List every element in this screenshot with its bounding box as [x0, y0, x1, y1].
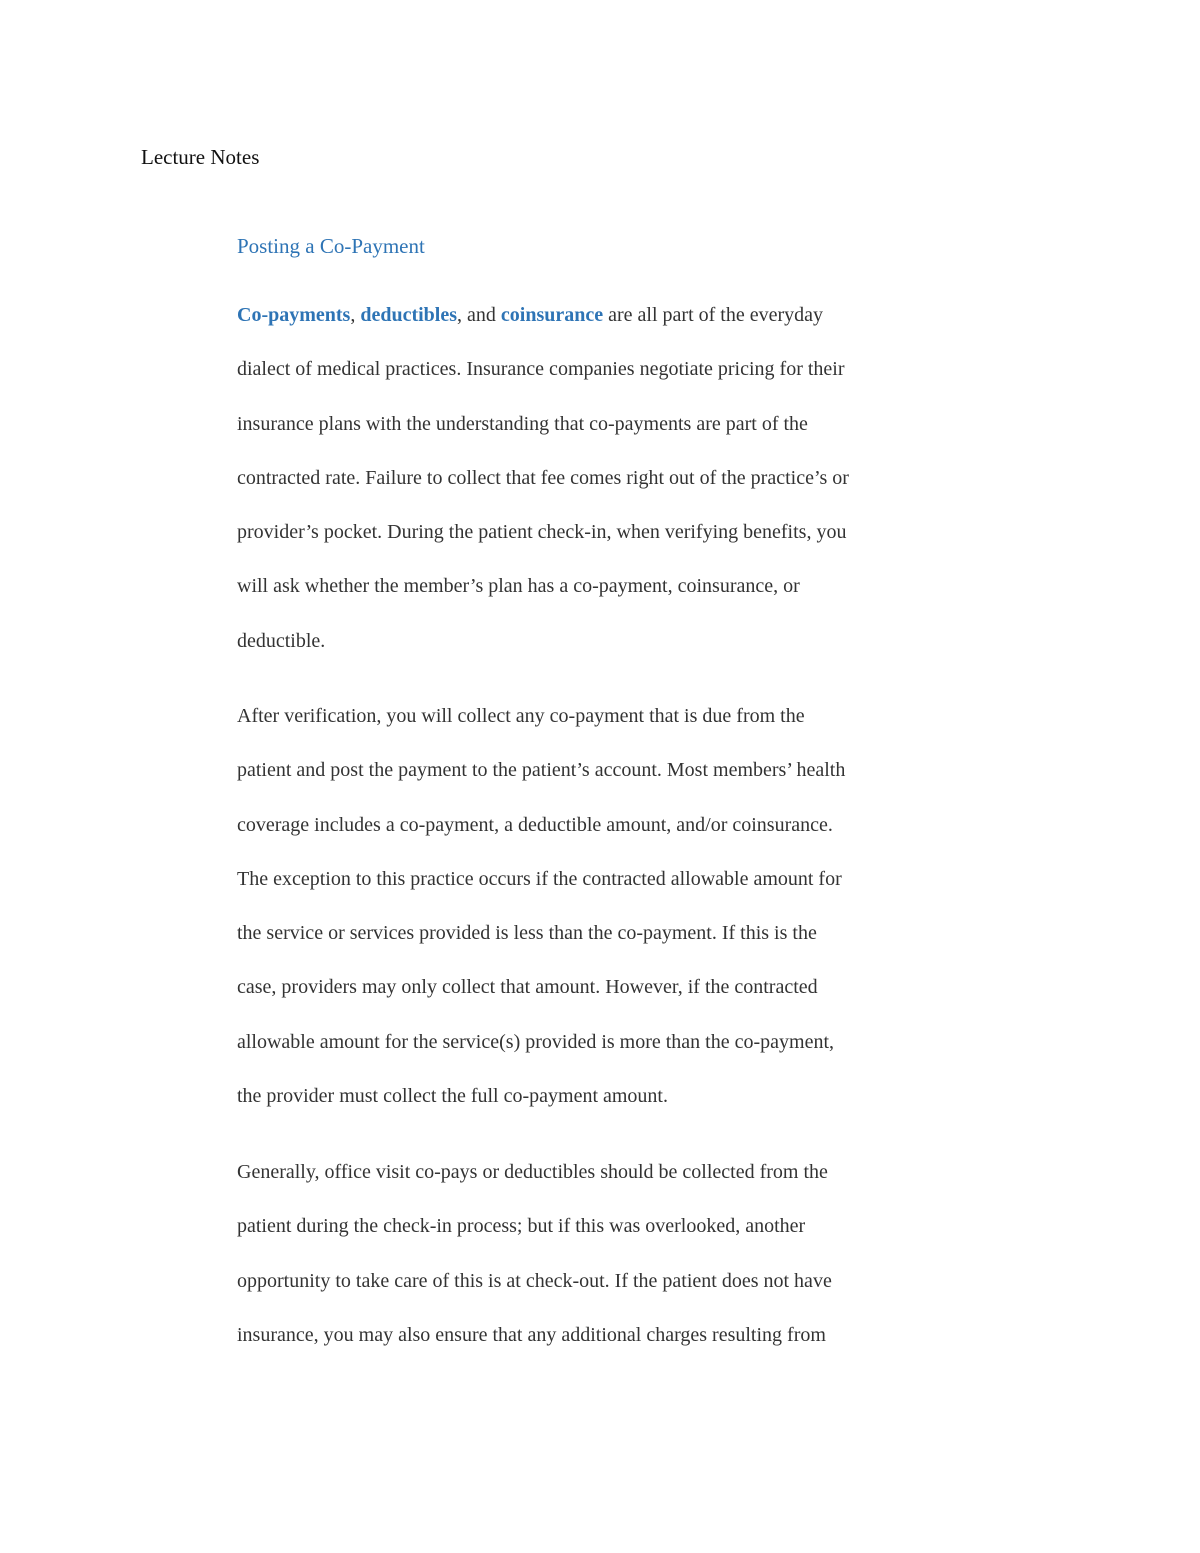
paragraph-line: insurance plans with the understanding that co-payments are part of the	[237, 412, 808, 435]
term-deductibles: deductibles	[360, 304, 458, 326]
paragraph-line: patient and post the payment to the patient’s account. Most members’ health	[237, 759, 846, 782]
paragraph-line: contracted rate. Failure to collect that fee comes right out of the practice’s or	[237, 466, 849, 489]
paragraph-line: patient during the check-in process; but if this was overlooked, another	[237, 1215, 806, 1238]
term-coinsurance: coinsurance	[500, 304, 604, 326]
paragraph-line: deductible.	[237, 629, 326, 652]
paragraph-line: dialect of medical practices. Insurance companies negotiate pricing for their	[237, 358, 845, 381]
paragraph-line: the service or services provided is less than the co-payment. If this is the	[237, 922, 817, 945]
paragraph-verification	[237, 689, 977, 1123]
document-header: Lecture Notes	[141, 145, 260, 169]
paragraph-line: Generally, office visit co-pays or deductibles should be collected from the	[237, 1161, 828, 1183]
paragraph-line: opportunity to take care of this is at check-out. If the patient does not have	[237, 1269, 832, 1292]
separator-text: ,	[350, 304, 361, 326]
paragraph-collection-timing	[237, 1145, 977, 1362]
paragraph-copayment-intro	[237, 288, 977, 668]
paragraph-line	[237, 288, 977, 342]
paragraph-line: After verification, you will collect any co-payment that is due from the	[237, 705, 805, 727]
paragraph-line: the provider must collect the full co-payment amount.	[237, 1085, 668, 1108]
paragraph-line: The exception to this practice occurs if the contracted allowable amount for	[237, 867, 842, 890]
paragraph-line: coverage includes a co-payment, a deductible amount, and/or coinsurance.	[237, 813, 833, 836]
paragraph-line: provider’s pocket. During the patient check-in, when verifying benefits, you	[237, 521, 847, 544]
paragraph-line: will ask whether the member’s plan has a co-payment, coinsurance, or	[237, 575, 800, 598]
paragraph-line: allowable amount for the service(s) provided is more than the co-payment,	[237, 1030, 835, 1053]
section-heading: Posting a Co-Payment	[237, 234, 425, 258]
paragraph-line: case, providers may only collect that amount. However, if the contracted	[237, 976, 818, 999]
separator-text: , and	[457, 304, 501, 326]
line-text: are all part of the everyday	[603, 304, 824, 326]
term-co-payments: Co-payments	[237, 304, 351, 326]
paragraph-line: insurance, you may also ensure that any additional charges resulting from	[237, 1323, 826, 1346]
